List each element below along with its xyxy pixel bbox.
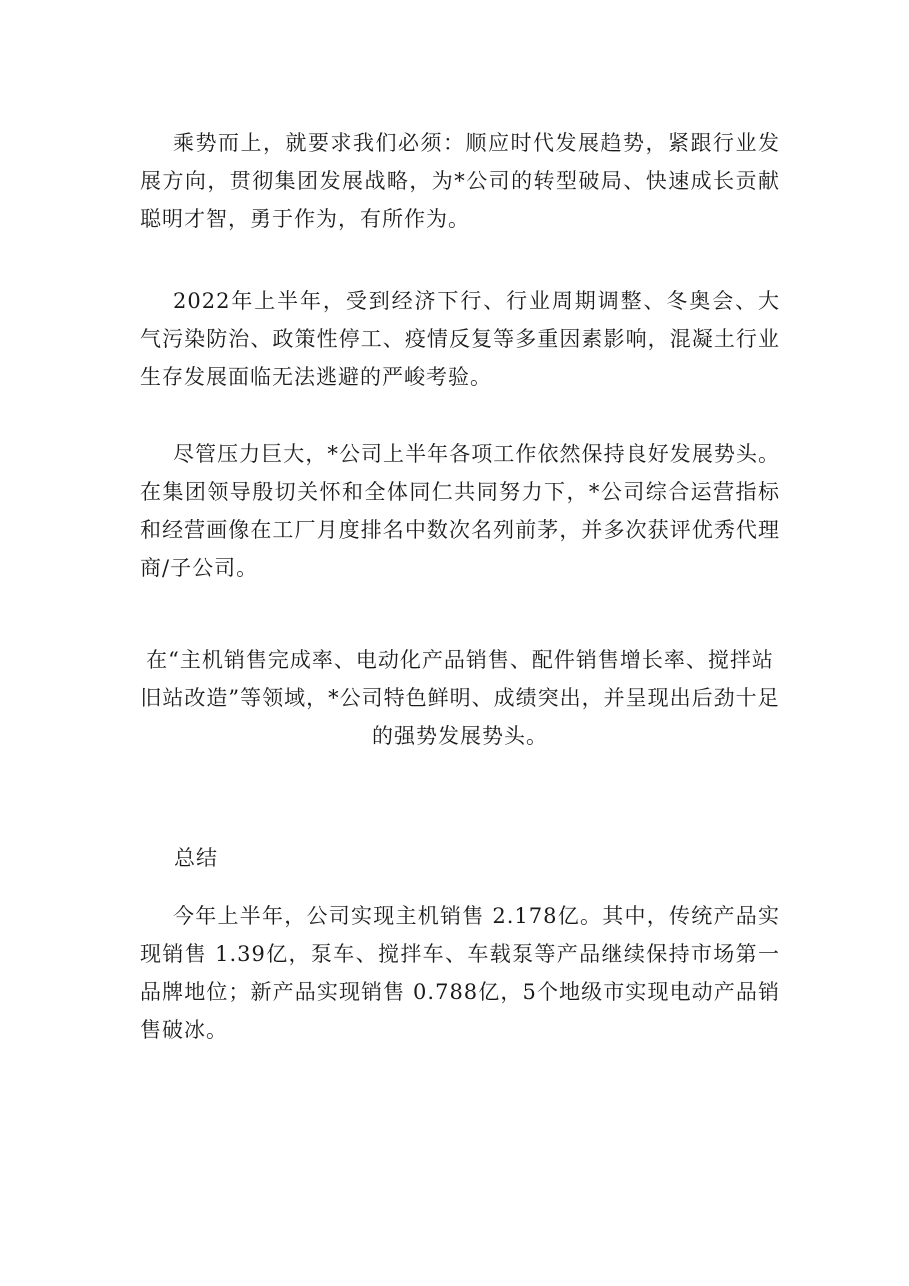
paragraph-key-areas: 在“主机销售完成率、电动化产品销售、配件销售增长率、搅拌站旧站改造”等领域，*公司特色鲜明、成绩突出，并呈现出后劲十足的强势发展势头。 bbox=[140, 648, 780, 748]
paragraph-good-momentum: 尽管压力巨大，*公司上半年各项工作依然保持良好发展势头。在集团领导殷切关怀和全体同仁共同努力下，*公司综合运营指标和经营画像在工厂月度排名中数次名列前茅，并多次获评优秀代理商/子公司。 bbox=[140, 442, 780, 580]
summary-heading: 总结 bbox=[174, 846, 218, 870]
summary-paragraph: 今年上半年，公司实现主机销售 2.178亿。其中，传统产品实现销售 1.39亿，泵车、搅拌车、车载泵等产品继续保持市场第一品牌地位；新产品实现销售 0.788亿，5个地级市实现电动产品销售破冰。 bbox=[140, 904, 780, 1042]
paragraph-seize-momentum: 乘势而上，就要求我们必须：顺应时代发展趋势，紧跟行业发展方向，贯彻集团发展战略，为*公司的转型破局、快速成长贡献聪明才智，勇于作为，有所作为。 bbox=[140, 131, 780, 231]
paragraph-2022-challenges: 2022年上半年，受到经济下行、行业周期调整、冬奥会、大气污染防治、政策性停工、疫情反复等多重因素影响，混凝土行业生存发展面临无法逃避的严峻考验。 bbox=[140, 289, 780, 389]
